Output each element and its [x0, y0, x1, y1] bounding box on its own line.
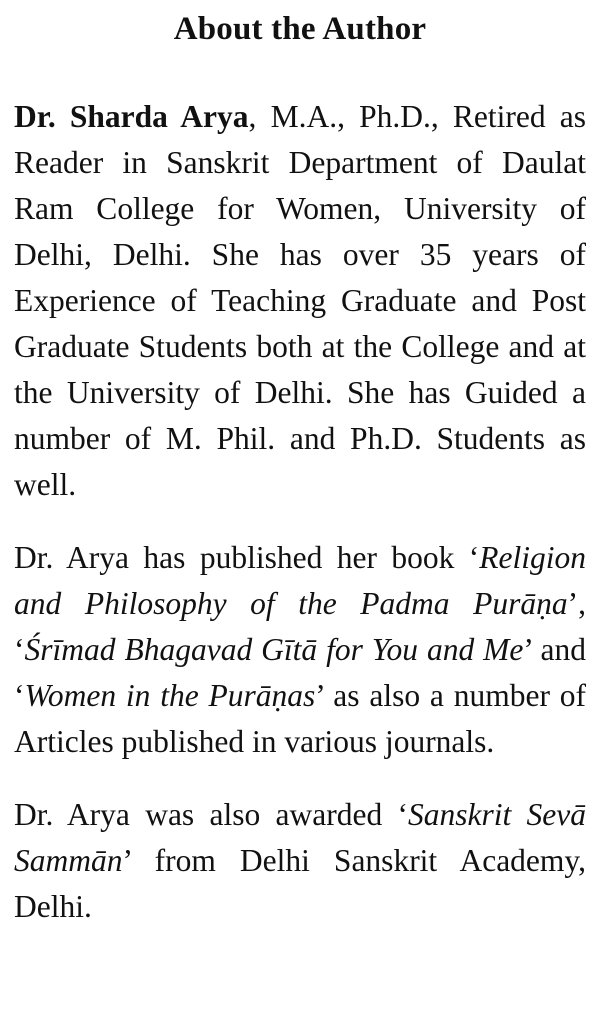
bio-text: , M.A., Ph.D., Retired as Reader in Sanskrit Department of Daulat Ram College for Women, University of Delhi, Delhi. She has over 35 years of Experience of Teaching Graduate and Post Graduate Students both at the College and at the University of Delhi. She has Guided a number of M. Phil. and Ph.D. Students as well. [14, 98, 586, 502]
book-title-bhagavad-gita: Śrīmad Bhagavad Gītā for You and Me [24, 631, 524, 667]
award-name: Sanskrit Sevā Sammān [14, 796, 586, 878]
publications-tail: ’ as also a number of Articles published in various journals. [14, 677, 586, 759]
bio-paragraph [14, 94, 586, 508]
publications-separator-2: ’ and ‘ [14, 631, 586, 713]
page-title: About the Author [173, 11, 427, 47]
publications-separator-1: ’, ‘ [14, 585, 586, 667]
author-name: Dr. Sharda Arya [14, 98, 249, 134]
publications-paragraph [14, 535, 586, 765]
award-paragraph [14, 792, 586, 930]
book-title-women-puranas: Women in the Purāṇas [24, 677, 316, 713]
book-title-padma-purana: Religion and Philosophy of the Padma Purāṇa [14, 539, 586, 621]
publications-lead: Dr. Arya has published her book ‘ [14, 539, 480, 575]
about-author-page [14, 10, 586, 930]
award-tail: ’ from Delhi Sanskrit Academy, Delhi. [14, 842, 586, 924]
award-lead: Dr. Arya was also awarded ‘ [14, 796, 408, 832]
